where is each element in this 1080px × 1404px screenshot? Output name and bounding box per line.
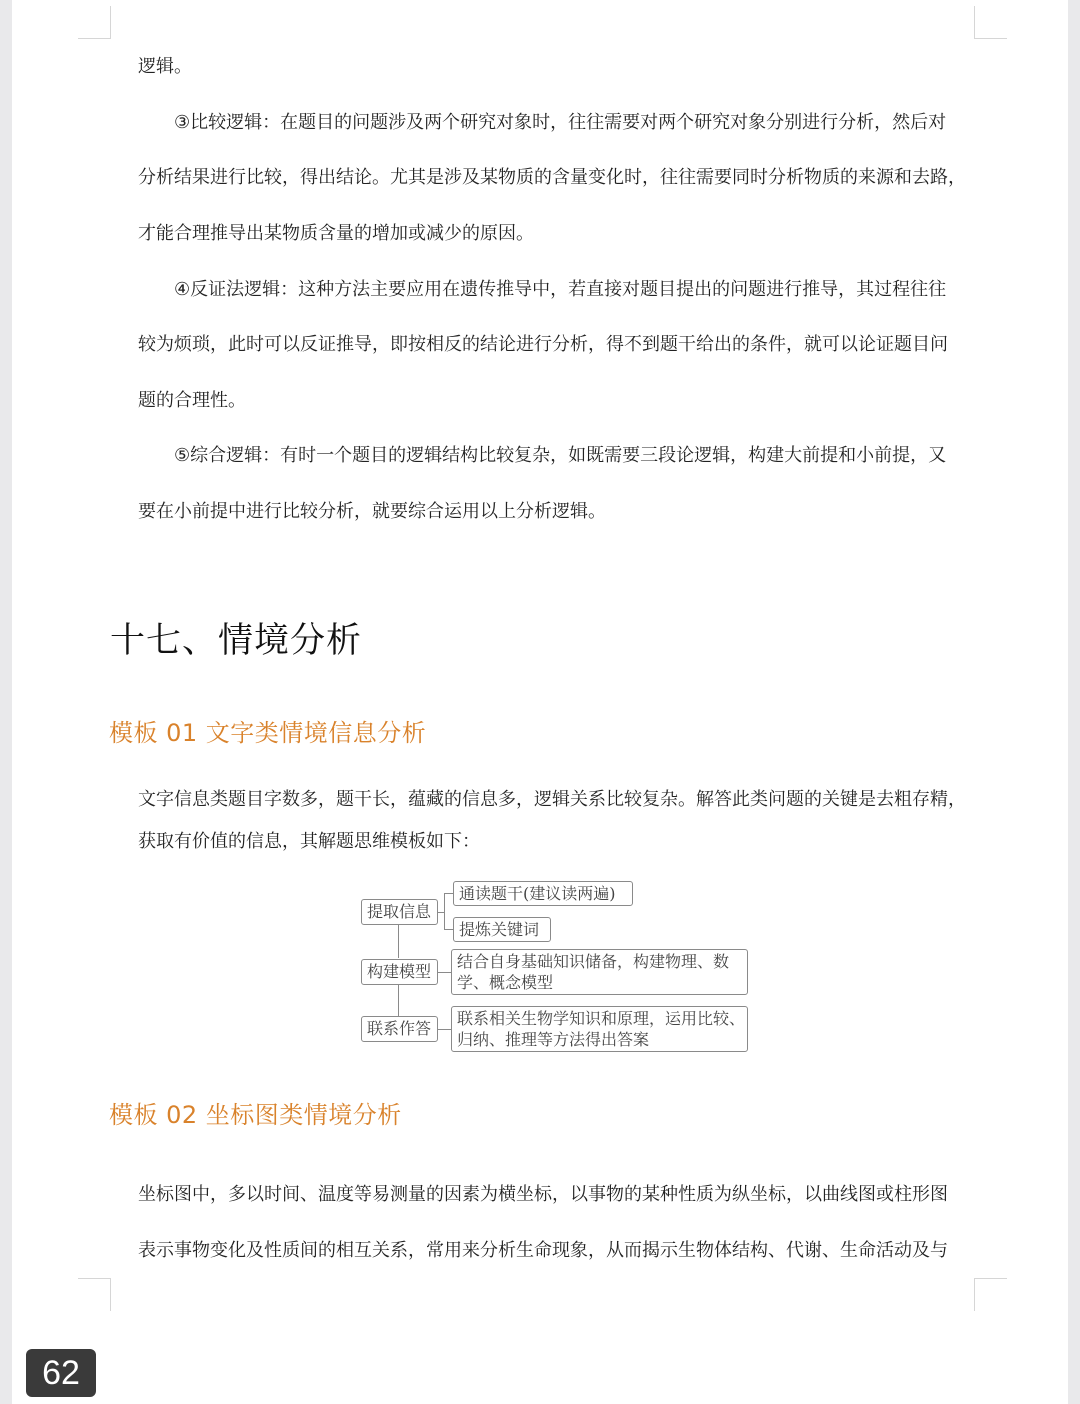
template-02-line: 坐标图中，多以时间、温度等易测量的因素为横坐标，以事物的某种性质为纵坐标，以曲线图或柱形图: [138, 1184, 948, 1205]
detail-line: 学、概念模型: [457, 973, 554, 992]
step-box: 构建模型: [361, 959, 438, 985]
crop-mark-bottom-right: [974, 1278, 1007, 1311]
connector: [444, 929, 453, 930]
connector: [444, 893, 453, 894]
paragraph-line: 逻辑。: [138, 56, 192, 77]
paragraph-line: 要在小前提中进行比较分析，就要综合运用以上分析逻辑。: [138, 501, 606, 522]
detail-line: 归纳、推理等方法得出答案: [457, 1030, 650, 1049]
connector: [444, 893, 445, 930]
step-box: 联系作答: [361, 1016, 438, 1042]
section-title: 十七、情境分析: [110, 621, 363, 661]
paragraph-line: 才能合理推导出某物质含量的增加或减少的原因。: [138, 223, 534, 244]
connector: [398, 984, 399, 1016]
paragraph-line: ③比较逻辑：在题目的问题涉及两个研究对象时，往往需要对两个研究对象分别进行分析，然后对: [174, 112, 947, 133]
connector: [398, 924, 399, 958]
template-02-line: 表示事物变化及性质间的相互关系，常用来分析生命现象，从而揭示生物体结构、代谢、生命活动及与: [138, 1240, 948, 1261]
step-box: 提取信息: [361, 899, 438, 925]
crop-mark-bottom-left: [78, 1278, 111, 1311]
template-02-title: 模板 02 坐标图类情境分析: [109, 1101, 402, 1129]
paragraph-line: ⑤综合逻辑：有时一个题目的逻辑结构比较复杂，如既需要三段论逻辑，构建大前提和小前提，又: [174, 445, 947, 466]
paragraph-line: 分析结果进行比较，得出结论。尤其是涉及某物质的含量变化时，往往需要同时分析物质的来源和去路，: [138, 167, 966, 188]
detail-line: 结合自身基础知识储备，构建物理、数: [457, 952, 730, 971]
document-page: [12, 0, 1068, 1404]
template-01-title: 模板 01 文字类情境信息分析: [109, 719, 427, 747]
paragraph-line: 较为烦琐，此时可以反证推导，即按相反的结论进行分析，得不到题干给出的条件，就可以论证题目问: [138, 334, 948, 355]
paragraph-line: ④反证法逻辑：这种方法主要应用在遗传推导中，若直接对题目提出的问题进行推导，其过程往往: [174, 279, 947, 300]
detail-box: 通读题干(建议读两遍): [453, 881, 633, 906]
detail-box: [451, 1006, 748, 1052]
template-01-line: 文字信息类题目字数多，题干长，蕴藏的信息多，逻辑关系比较复杂。解答此类问题的关键是去粗存精，: [138, 789, 966, 810]
detail-box: 提炼关键词: [453, 917, 551, 942]
page-number-badge: 62: [26, 1349, 96, 1397]
paragraph-line: 题的合理性。: [138, 390, 246, 411]
detail-box: [451, 949, 748, 995]
connector: [437, 972, 451, 973]
detail-line: 联系相关生物学知识和原理，运用比较、: [457, 1009, 746, 1028]
connector: [437, 1029, 451, 1030]
crop-mark-top-right: [974, 6, 1007, 39]
template-01-line: 获取有价值的信息，其解题思维模板如下：: [138, 831, 480, 852]
crop-mark-top-left: [78, 6, 111, 39]
